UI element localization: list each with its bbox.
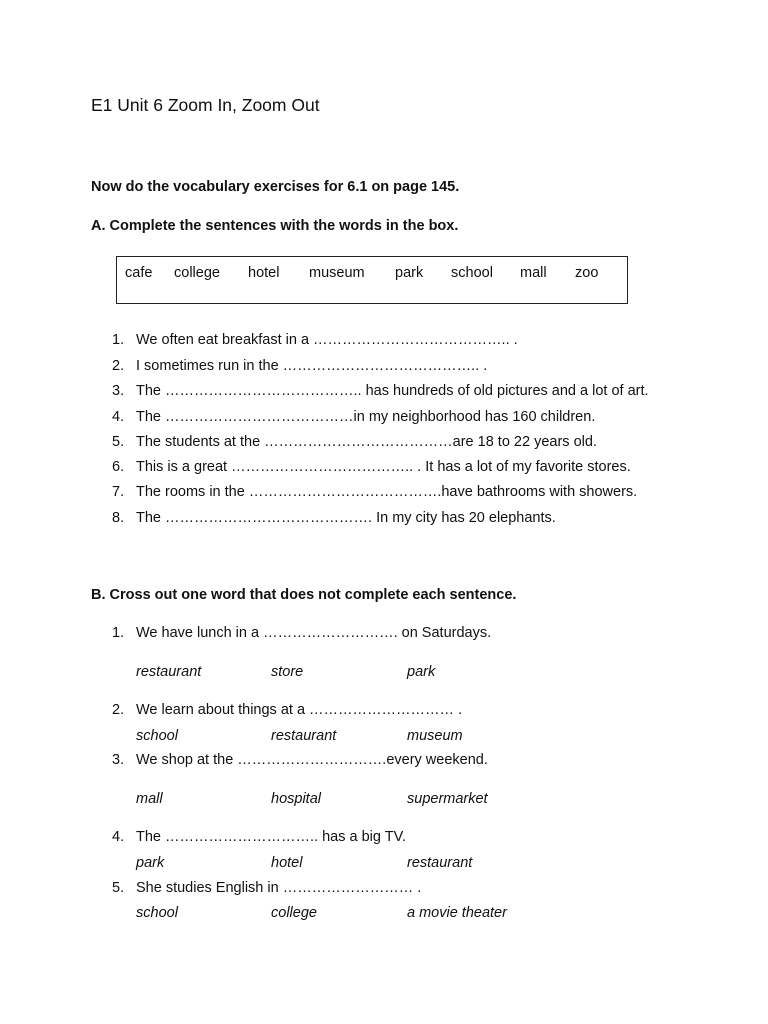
option-word: store xyxy=(271,664,304,680)
section-b-heading: B. Cross out one word that does not complete each sentence. xyxy=(91,587,517,603)
word-box-item: museum xyxy=(309,265,365,281)
option-word: park xyxy=(407,664,436,680)
section-a-heading: A. Complete the sentences with the words in the box. xyxy=(91,218,459,234)
item-text: She studies English in ……………………… . xyxy=(136,880,422,896)
item-text: The students at the …………………………………are 18 to 22 years old. xyxy=(136,434,597,450)
item-number: 1. xyxy=(112,332,125,348)
option-word: college xyxy=(271,905,317,921)
intro-instruction: Now do the vocabulary exercises for 6.1 on page 145. xyxy=(91,179,460,195)
item-text: The ………………………….. has a big TV. xyxy=(136,829,406,845)
option-word: mall xyxy=(136,791,163,807)
item-text: We have lunch in a ………………………. on Saturdays. xyxy=(136,625,492,641)
word-box-item: college xyxy=(174,265,220,281)
item-text: We shop at the ………………………….every weekend. xyxy=(136,752,488,768)
option-word: a movie theater xyxy=(407,905,507,921)
item-text: The …………………………………in my neighborhood has 160 children. xyxy=(136,409,596,425)
word-box-item: mall xyxy=(520,265,547,281)
item-text: The ………………………………….. has hundreds of old pictures and a lot of art. xyxy=(136,383,649,399)
option-word: restaurant xyxy=(136,664,202,680)
option-word: hospital xyxy=(271,791,321,807)
item-text: I sometimes run in the ………………………………….. . xyxy=(136,358,488,374)
option-word: museum xyxy=(407,728,463,744)
item-number: 5. xyxy=(112,880,125,896)
option-word: hotel xyxy=(271,855,303,871)
item-number: 6. xyxy=(112,459,125,475)
item-number: 7. xyxy=(112,484,125,500)
item-number: 1. xyxy=(112,625,125,641)
item-text: This is a great ……………………………….. . It has a lot of my favorite stores. xyxy=(136,459,631,475)
word-box xyxy=(116,256,628,304)
item-number: 5. xyxy=(112,434,125,450)
item-text: We learn about things at a ………………………… . xyxy=(136,702,463,718)
item-number: 3. xyxy=(112,383,125,399)
word-box-item: hotel xyxy=(248,265,280,281)
word-box-item: school xyxy=(451,265,493,281)
item-text: The ……………………………………. In my city has 20 elephants. xyxy=(136,510,556,526)
item-text: We often eat breakfast in a ………………………………….. . xyxy=(136,332,518,348)
page-title: E1 Unit 6 Zoom In, Zoom Out xyxy=(91,95,320,115)
option-word: school xyxy=(136,728,178,744)
word-box-item: cafe xyxy=(125,265,153,281)
word-box-item: park xyxy=(395,265,424,281)
option-word: supermarket xyxy=(407,791,488,807)
item-number: 4. xyxy=(112,409,125,425)
item-number: 4. xyxy=(112,829,125,845)
item-text: The rooms in the ………………………………….have bathrooms with showers. xyxy=(136,484,638,500)
option-word: school xyxy=(136,905,178,921)
item-number: 2. xyxy=(112,702,125,718)
item-number: 3. xyxy=(112,752,125,768)
option-word: park xyxy=(136,855,165,871)
item-number: 2. xyxy=(112,358,125,374)
option-word: restaurant xyxy=(271,728,337,744)
item-number: 8. xyxy=(112,510,125,526)
option-word: restaurant xyxy=(407,855,473,871)
word-box-item: zoo xyxy=(575,265,599,281)
